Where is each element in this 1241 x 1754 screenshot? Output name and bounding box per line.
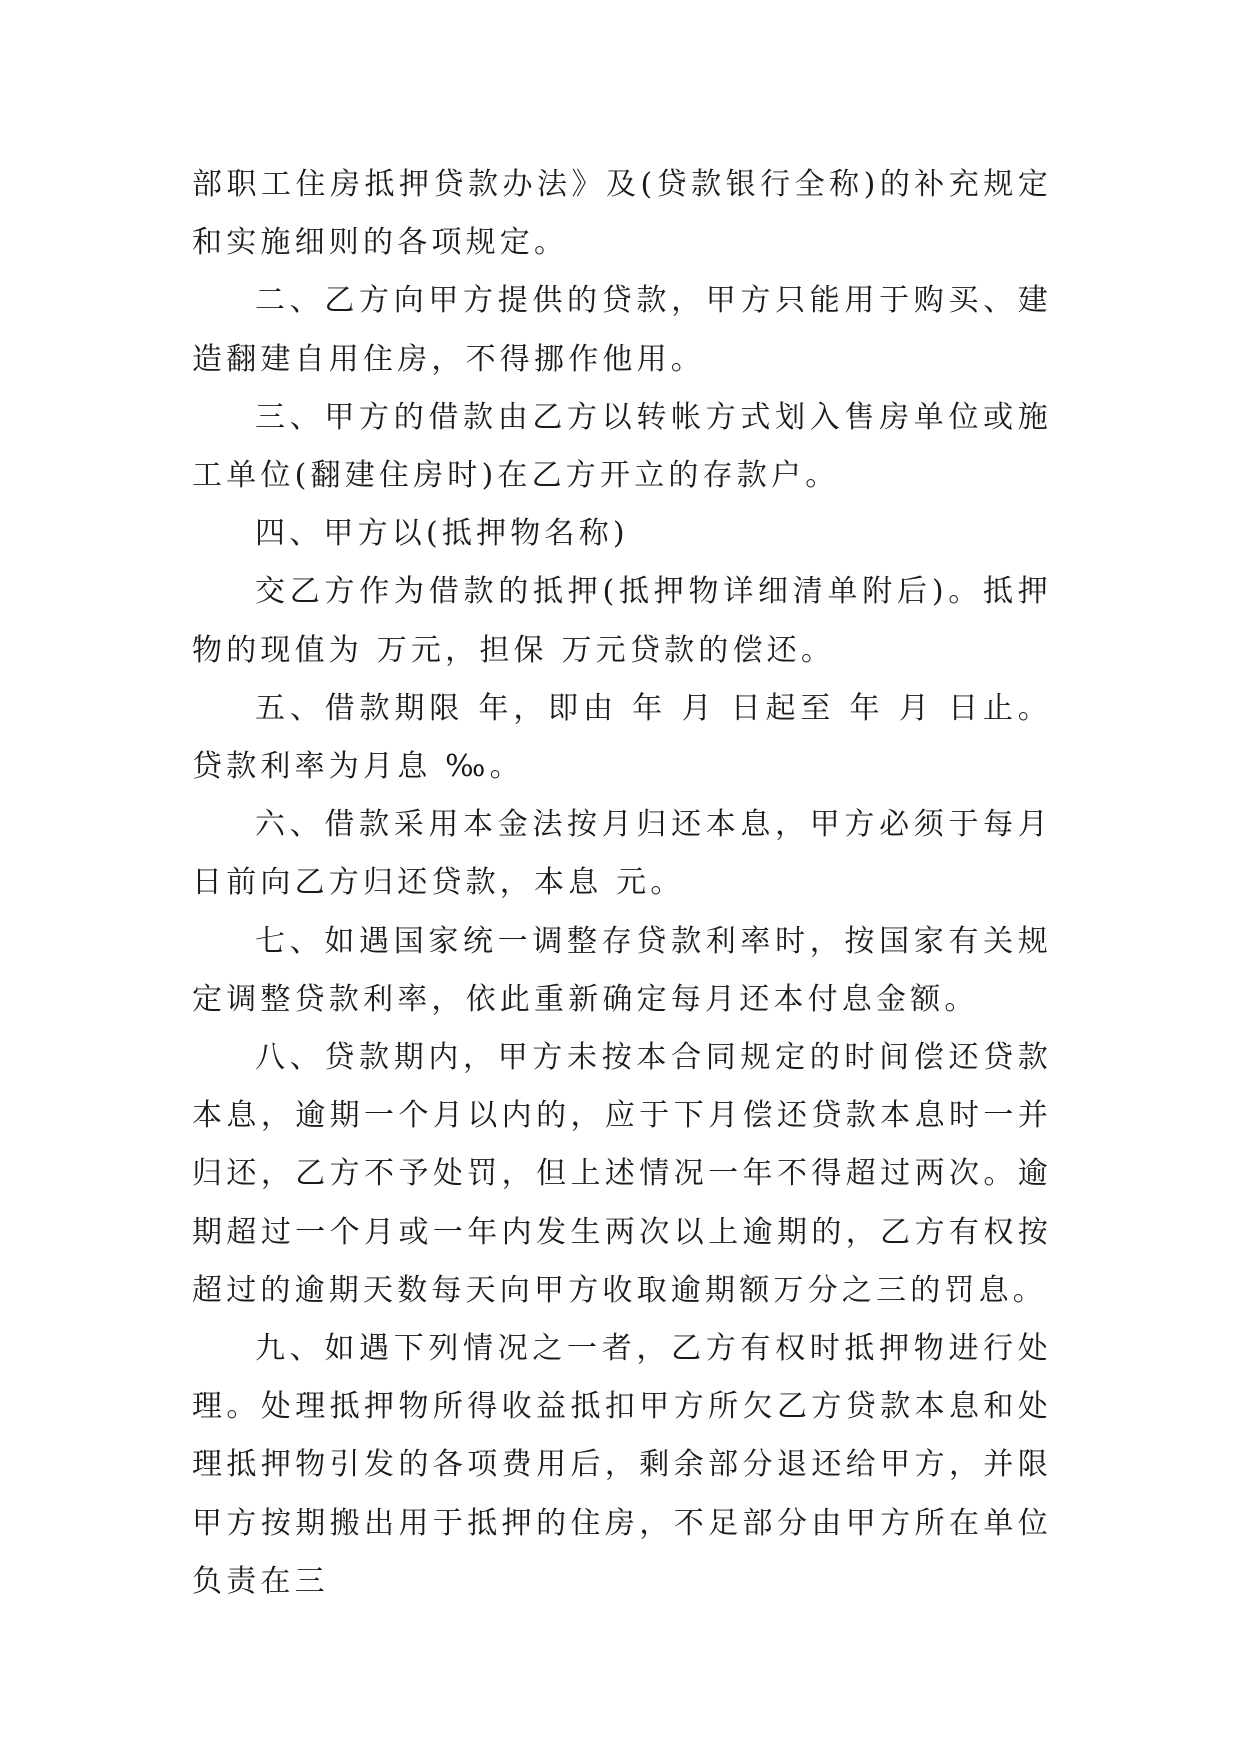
clause-9: 九、如遇下列情况之一者，乙方有权时抵押物进行处理。处理抵押物所得收益抵扣甲方所欠乙方贷款本息和处理抵押物引发的各项费用后，剩余部分退还给甲方，并限甲方按期搬出用于抵押的住房，不足部分由甲方所在单位负责在三: [192, 1331, 1052, 1599]
paragraph-continuation: 部职工住房抵押贷款办法》及(贷款银行全称)的补充规定和实施细则的各项规定。: [192, 167, 1052, 261]
clause-2: 二、乙方向甲方提供的贷款，甲方只能用于购买、建造翻建自用住房，不得挪作他用。: [192, 283, 1052, 377]
clause-7: 七、如遇国家统一调整存贷款利率时，按国家有关规定调整贷款利率，依此重新确定每月还本付息金额。: [192, 923, 1052, 1017]
clause-4: 四、甲方以(抵押物名称): [255, 516, 629, 552]
clause-6: 六、借款采用本金法按月归还本息，甲方必须于每月日前向乙方归还贷款，本息 元。: [192, 807, 1052, 901]
clause-8: 八、贷款期内，甲方未按本合同规定的时间偿还贷款本息，逾期一个月以内的，应于下月偿还贷款本息时一并归还，乙方不予处罚，但上述情况一年不得超过两次。逾期超过一个月或一年内发生两次以上逾期的，乙方有权按超过的逾期天数每天向甲方收取逾期额万分之三的罚息。: [192, 1040, 1052, 1308]
clause-5: 五、借款期限 年，即由 年 月 日起至 年 月 日止。贷款利率为月息 ‰。: [192, 690, 1052, 785]
clause-3: 三、甲方的借款由乙方以转帐方式划入售房单位或施工单位(翻建住房时)在乙方开立的存款户。: [192, 399, 1052, 494]
document-body: [192, 156, 1052, 1611]
clause-4-continued: 交乙方作为借款的抵押(抵押物详细清单附后)。抵押物的现值为 万元，担保 万元贷款的偿还。: [192, 574, 1052, 668]
